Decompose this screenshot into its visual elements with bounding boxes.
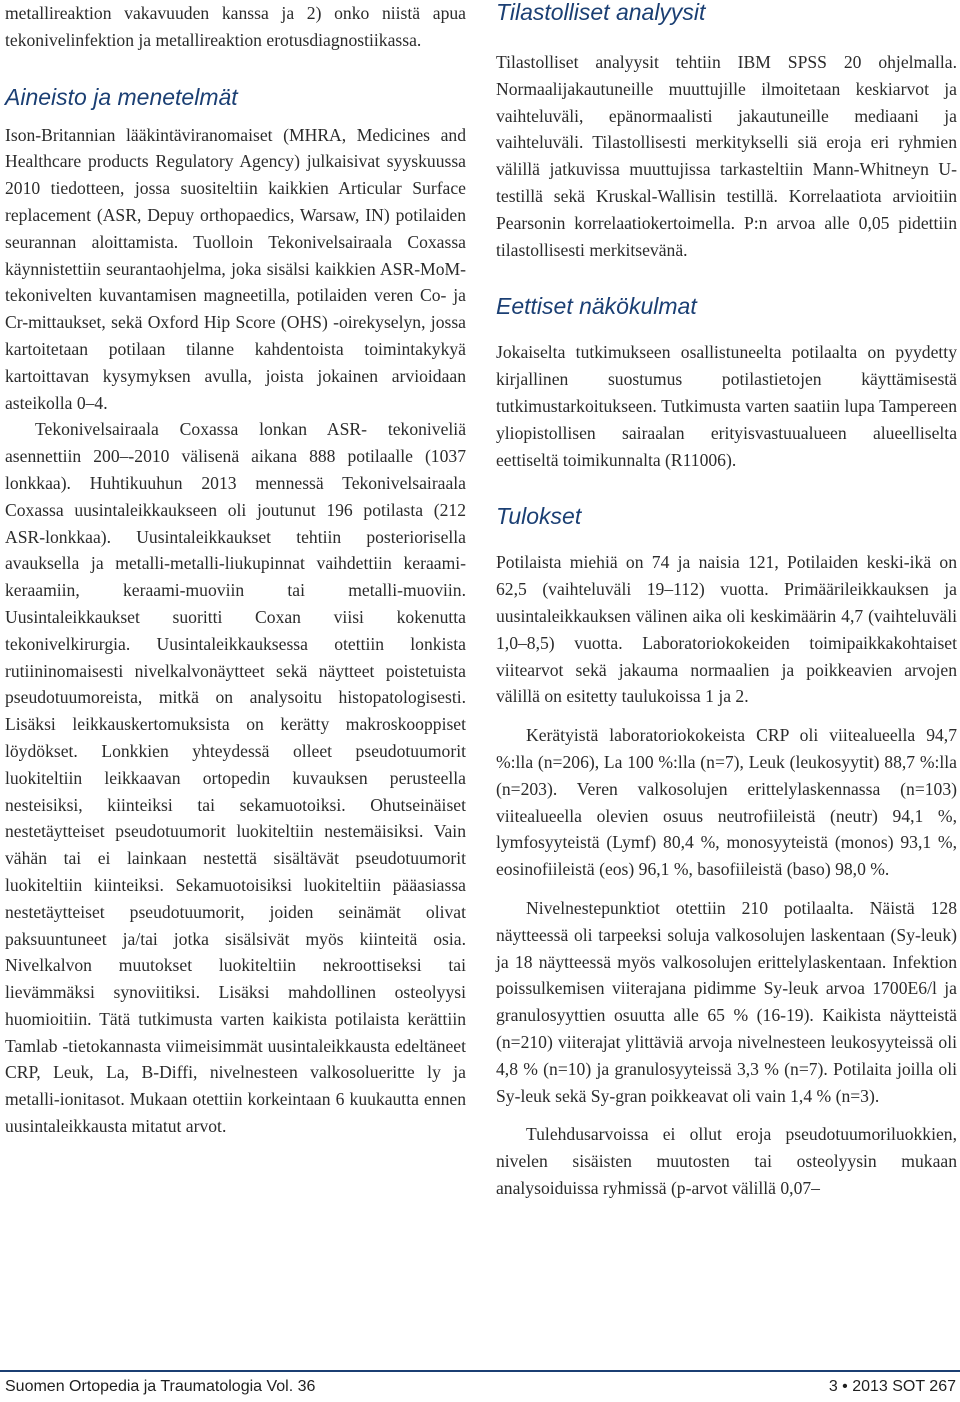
intro-continuation: metallireaktion vakavuuden kanssa ja 2) onko niistä apua tekonivelinfektion ja metallireaktion erotusdiagnostiikassa.: [5, 3, 466, 50]
heading-ethics: Eettiset näkökulmat: [496, 293, 697, 320]
methods-paragraph-1: Ison-Britannian lääkintäviranomaiset (MHRA, Medicines and Healthcare products Regulatory Agency) julkaisivat syyskuussa 2010 tiedotteen, jossa suositeltiin kaikkien Articular Surface replacement (ASR, Depuy orthopaedics, Warsaw, IN) potilaiden seurannan aloittamista. Tuolloin Tekonivelsairaala Coxassa käynnistettiin seurantaohjelma, joka sisälsi kaikkien ASR-MoM-tekonivelten kuvantamisen magneetilla, potilaiden veren Co- ja Cr-mittaukset, sekä Oxford Hip Score (OHS) -oirekyselyn, jossa kartoitetaan potilaan tilanne kahdentoista toimintakykyä kartoittavan kysymyksen avulla, joista jokainen arvioidaan asteikolla 0–4.: [5, 124, 466, 413]
results-paragraph-3: Nivelnestepunktiot otettiin 210 potilaalta. Näistä 128 näytteessä oli tarpeeksi soluja valkosolujen laskentaan (Sy-leuk) ja 18 näytteessä myös valkosolujen erittelylaskentaan. Infektion poissulkemisen viiterajana pidimme Sy-leuk arvoa 1700E6/l ja granulosyyttien osuutta alle 65 % (16-19). Kaikista näytteistä (n=210) viiterajat ylittäviä arvoja nivelnesteen leukosyyteissä oli 4,8 % (n=10) ja granulosyyteissä 3,3 % (n=7). Potilaita joilla oli Sy-leuk sekä Sy-gran poikkeavat oli vain 1,4 % (n=3).: [496, 897, 957, 1106]
methods-paragraph-2: Tekonivelsairaala Coxassa lonkan ASR- tekoniveliä asennettiin 200–-2010 välisenä aikana 888 potilaalle (1037 lonkkaa). Huhtikuuhun 2013 mennessä Tekonivelsairaala Coxassa uusintaleikkaukseen oli joutunut 196 potilasta (212 ASR-lonkkaa). Uusintaleikkaukset tehtiin posteriorisella avauksella ja metalli-metalli-liukupinnat vaihdettiin keraami-keraamiin, keraami-muoviin tai metalli-muoviin. Uusintaleikkaukset suoritti Coxan viisi kokenutta tekonivelkirurgia. Uusintaleikkauksessa otettiin lonkista rutiininomaisesti nivelkalvonäytteet sekä näytteet poistetuista pseudotuumoreista, mitkä on analysoitu histopatologisesti. Lisäksi leikkauskertomuksista on kerätty makroskooppiset löydökset. Lonkkien yhteydessä olleet pseudotuumorit luokiteltiin leikkaavan ortopedin kuvauksen perusteella nesteisiksi, kiinteiksi tai sekamuotoiksi. Ohutseinäiset nestetäytteiset pseudotuumorit luokiteltiin nestemäisiksi. Vain vähän tai ei lainkaan nestettä sisältävät pseudotuumorit luokiteltiin kiinteiksi. Sekamuotoisiksi luokiteltiin pääasiassa nestetäytteiset pseudotuumorit, joiden seinämät olivat paksuuntuneet ja/tai jotka sisälsivät myös kiinteitä osia. Nivelkalvon muutokset luokiteltiin nekroottiseksi tai lievämmäksi synoviitiksi. Lisäksi mahdollinen osteolyysi huomioitiin. Tätä tutkimusta varten kaikista potilaista kerättiin Tamlab -tietokannasta viimeisimmät uusintaleikkausta edeltäneet CRP, Leuk, La, B-Diffi, nivelnesteen valkosolueritte ly ja metalli-ionitasot. Mukaan otettiin korkeintaan 6 kuukautta ennen uusintaleikkausta mitatut arvot.: [5, 419, 466, 1137]
right-column: [496, 0, 957, 1202]
results-paragraph-2: Kerätyistä laboratoriokokeista CRP oli viitealueella 94,7 %:lla (n=206), La 100 %:lla (n=7), Leuk (leukosyytit) 88,7 %:lla (n=203). Veren valkosolujen erittelylaskennassa (n=103) viitealueella olevien osuus neutrofiileistä (neutr) 94,1 %, lymfosyyteistä (Lymf) 80,4 %, monosyyteistä (monos) 93,1 %, eosinofiileistä (eos) 96,1 %, basofiileistä (baso) 98,0 %.: [496, 725, 957, 880]
page-footer: [5, 1378, 956, 1400]
results-paragraph-4: Tulehdusarvoissa ei ollut eroja pseudotuumoriluokkien, nivelen sisäisten muutosten tai osteolyysin mukaan analysoiduissa ryhmissä (p-arvot välillä 0,07–: [496, 1124, 957, 1198]
left-column: [5, 0, 466, 1140]
heading-statistics: Tilastolliset analyysit: [496, 0, 706, 25]
footer-journal-name: Suomen Ortopedia ja Traumatologia Vol. 36: [5, 1378, 316, 1395]
results-paragraph-1: Potilaista miehiä on 74 ja naisia 121, Potilaiden keski-ikä on 62,5 (vaihteluväli 19–112) vuotta. Primäärileikkauksen ja uusintaleikkauksen välinen aika oli keskimäärin 4,7 (vaihteluväli 1,0–8,5) vuotta. Laboratoriokokeiden toimipaikkakohtaiset viitearvot sekä jakauma normaalien ja poikkeavien arvojen välillä on esitetty taulukoissa 1 ja 2.: [496, 552, 957, 707]
footer-issue-page: 3 • 2013 SOT 267: [828, 1378, 956, 1395]
ethics-paragraph: Jokaiselta tutkimukseen osallistuneelta potilaalta on pyydetty kirjallinen suostumus potilastietojen käyttämisestä tutkimustarkoitukseen. Tutkimusta varten saatiin lupa Tampereen yliopistollisen sairaalan erityisvastuualueen alueelliselta eettiseltä toimikunnalta (R11006).: [496, 342, 957, 470]
heading-methods: Aineisto ja menetelmät: [5, 83, 238, 110]
statistics-paragraph: Tilastolliset analyysit tehtiin IBM SPSS 20 ohjelmalla. Normaalijakautuneille muuttujille ilmoitetaan keskiarvot ja vaihteluväli, epänormaalisti jakautuneille mediaani ja vaihteluväli. Tilastollisesti merkitykselli siä eroja eri ryhmien välillä jatkuvissa muuttujissa tarkasteltiin Mann-Whitneyn U-testillä sekä Kruskal-Wallisin testillä. Korrelaatiota arvioitiin Pearsonin korrelaatiokertoimella. P:n arvoa alle 0,05 pidettiin tilastollisesti merkitsevänä.: [496, 52, 957, 260]
heading-results: Tulokset: [496, 503, 582, 530]
footer-divider: [0, 1370, 960, 1372]
